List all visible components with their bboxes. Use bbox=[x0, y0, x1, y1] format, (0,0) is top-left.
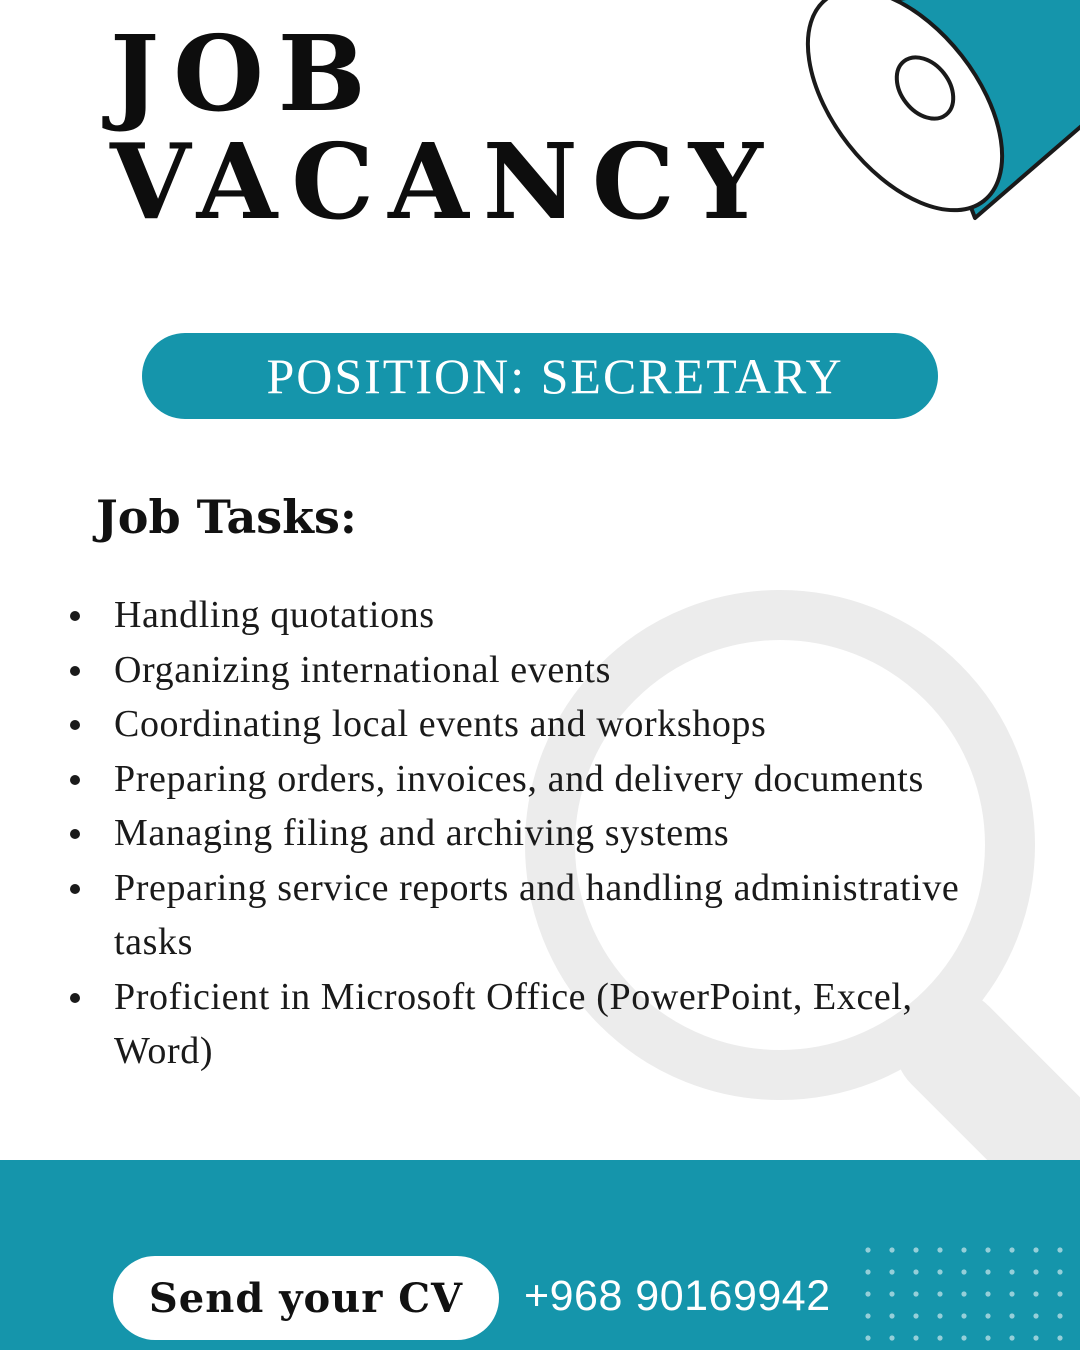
bullet-icon bbox=[70, 993, 80, 1003]
task-text-continued: tasks bbox=[114, 921, 193, 963]
task-text: Managing filing and archiving systems bbox=[114, 812, 730, 854]
tasks-heading: Job Tasks: bbox=[96, 490, 357, 544]
list-item bbox=[70, 861, 1055, 970]
task-text-continued: Word) bbox=[114, 1030, 214, 1072]
task-text: Handling quotations bbox=[114, 594, 435, 636]
bullet-icon bbox=[70, 666, 80, 676]
position-badge bbox=[142, 333, 938, 419]
list-item bbox=[70, 643, 1055, 698]
list-item bbox=[70, 697, 1055, 752]
list-item bbox=[70, 752, 1055, 807]
task-text: Proficient in Microsoft Office (PowerPoint, Excel, bbox=[114, 975, 913, 1018]
position-label: POSITION: SECRETARY bbox=[266, 348, 844, 404]
send-cv-label: Send your CV bbox=[148, 1274, 464, 1322]
title-line-vacancy: VACANCY bbox=[110, 120, 777, 243]
megaphone-icon bbox=[800, 0, 1080, 240]
phone-number[interactable]: +968 90169942 bbox=[524, 1272, 831, 1320]
bullet-icon bbox=[70, 775, 80, 785]
list-item bbox=[70, 970, 1055, 1079]
page-title bbox=[110, 12, 777, 243]
send-cv-button[interactable] bbox=[113, 1256, 499, 1340]
task-text: Preparing service reports and handling administrative bbox=[114, 866, 960, 909]
bullet-icon bbox=[70, 829, 80, 839]
task-text: Organizing international events bbox=[114, 648, 611, 691]
dot-pattern-icon bbox=[860, 1240, 1080, 1350]
tasks-list bbox=[70, 588, 1055, 1079]
list-item bbox=[70, 806, 1055, 861]
bullet-icon bbox=[70, 884, 80, 894]
task-text: Coordinating local events and workshops bbox=[114, 703, 767, 745]
bullet-icon bbox=[70, 720, 80, 730]
bullet-icon bbox=[70, 611, 80, 621]
title-line-job: JOB bbox=[110, 12, 380, 135]
list-item bbox=[70, 588, 1055, 643]
task-text: Preparing orders, invoices, and delivery documents bbox=[114, 757, 924, 800]
